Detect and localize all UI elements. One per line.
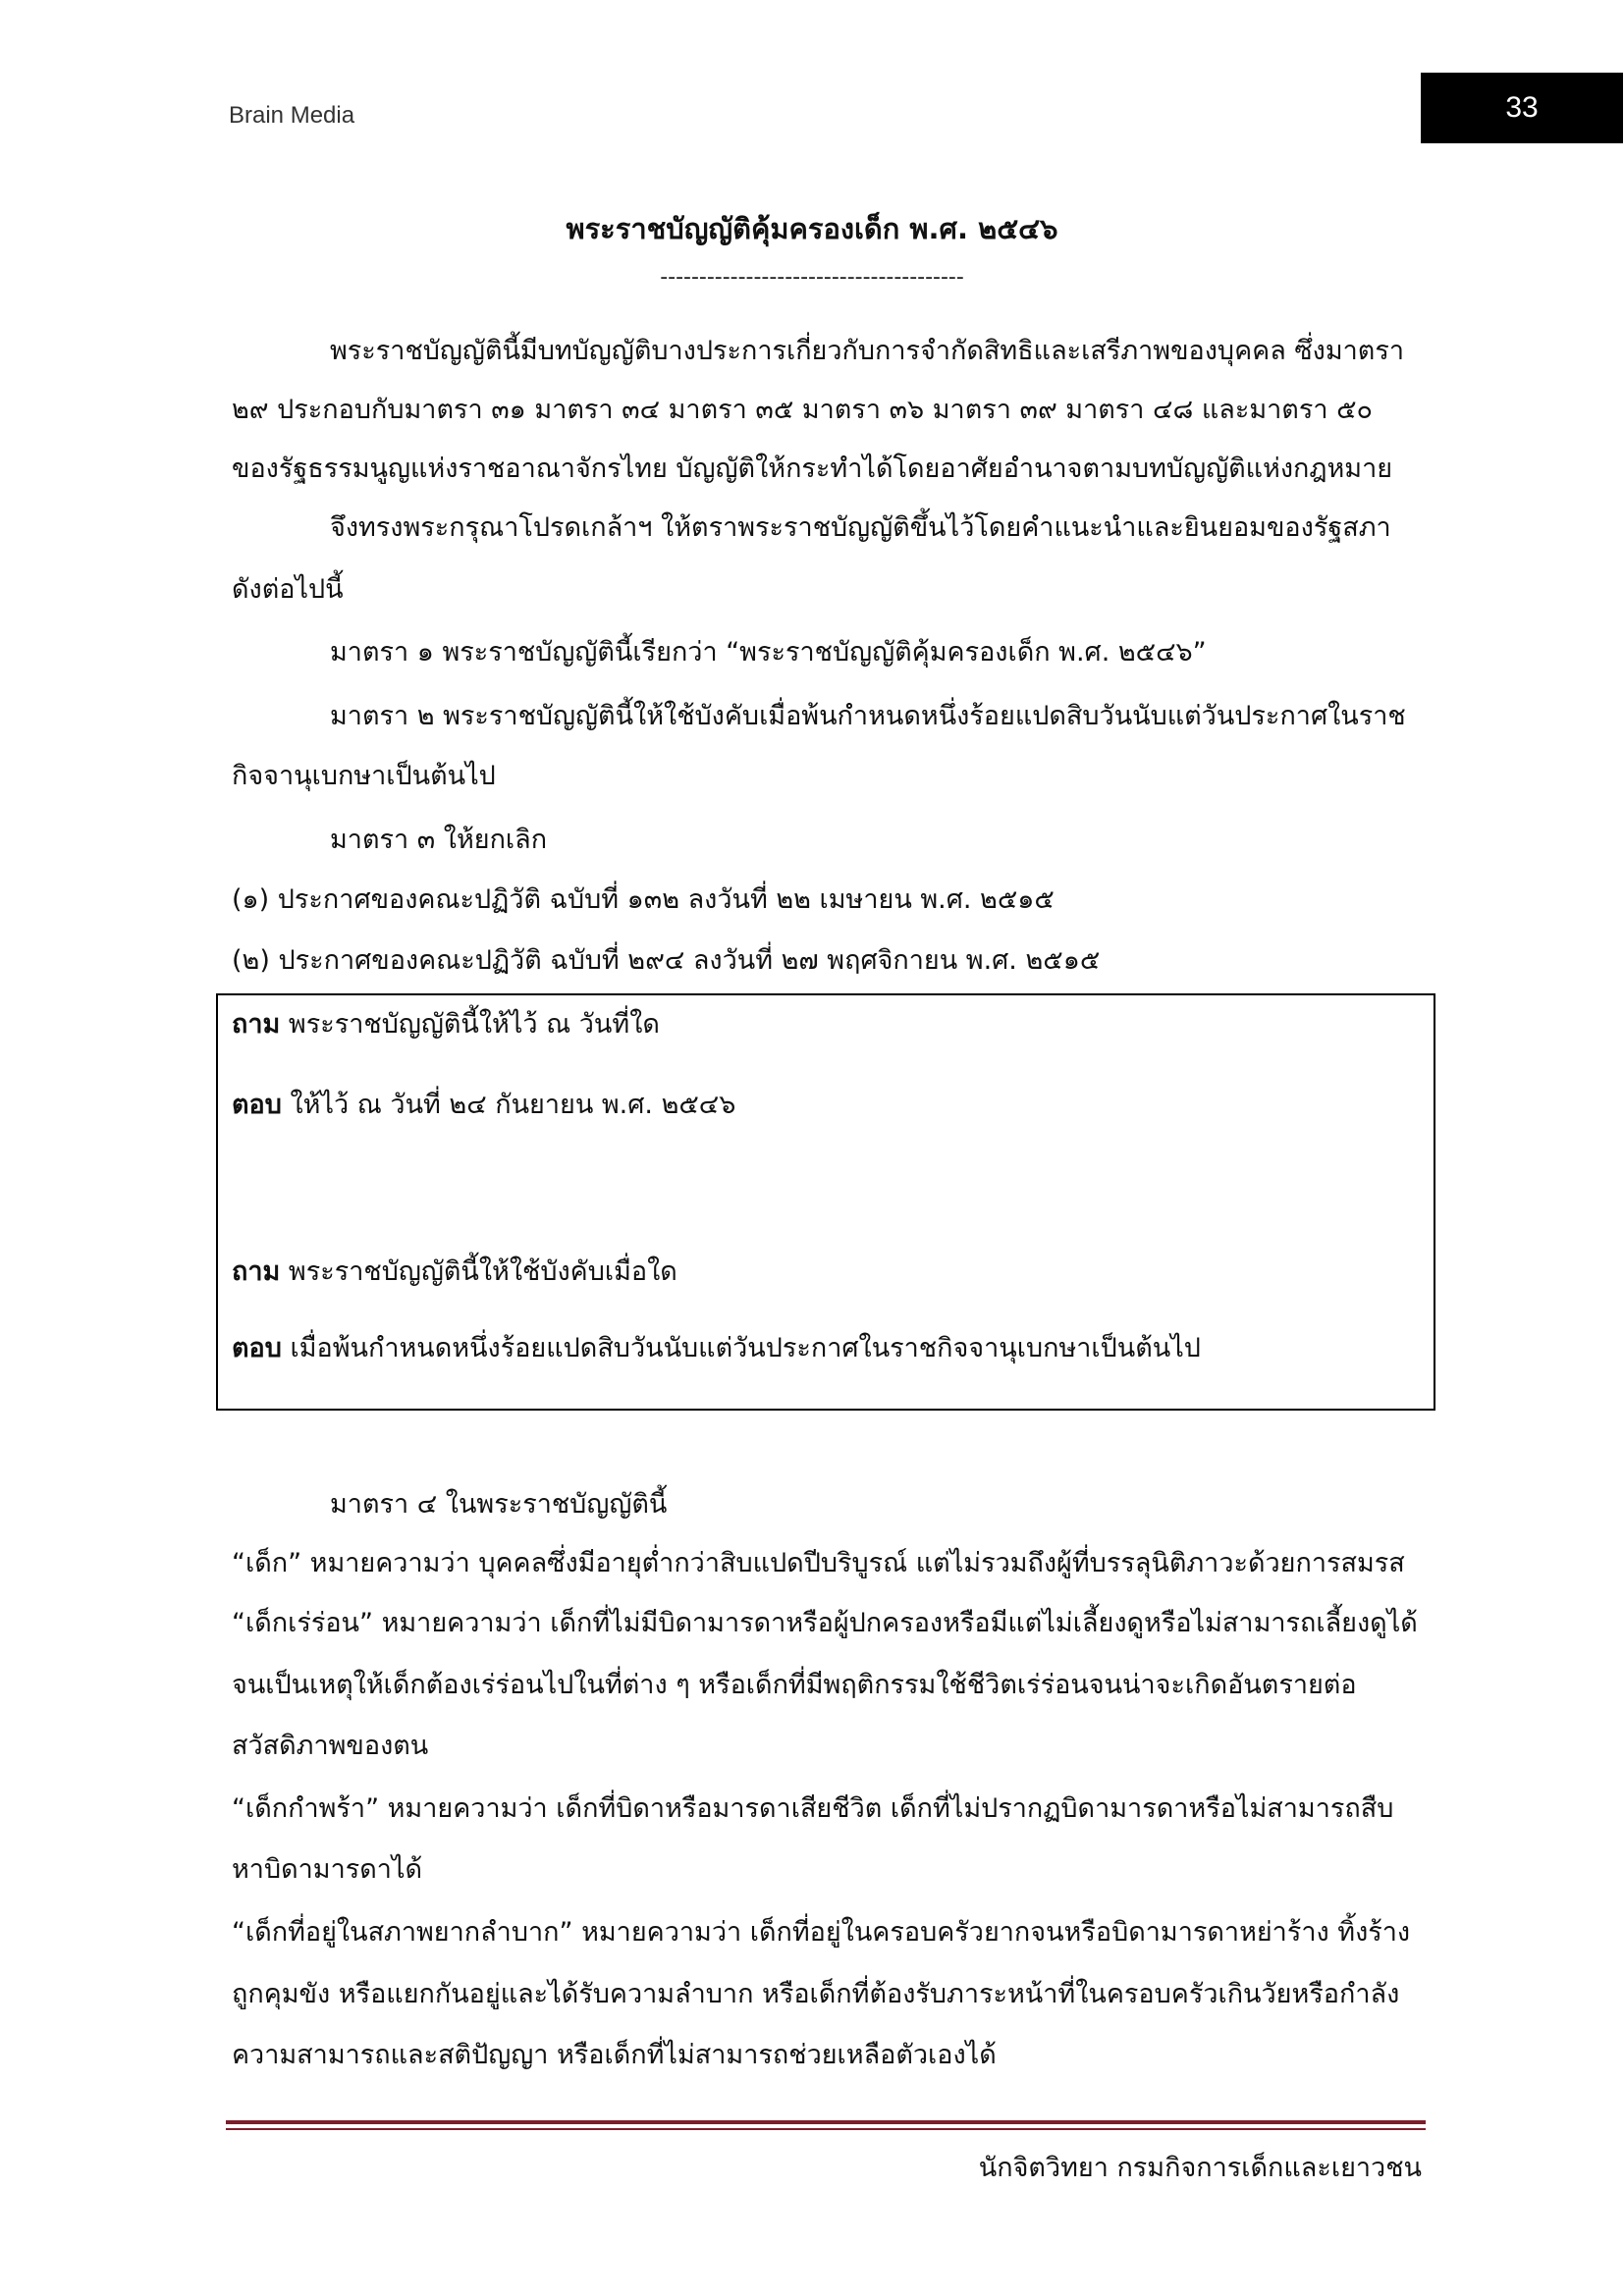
section-3-item-1: (๑) ประกาศของคณะปฏิวัติ ฉบับที่ ๑๓๒ ลงวันที่ ๒๒ เมษายน พ.ศ. ๒๕๑๕ (232, 884, 1055, 915)
document-title: พระราชบัญญัติคุ้มครองเด็ก พ.ศ. ๒๕๔๖ (566, 212, 1058, 245)
definition-line: ความสามารถและสติปัญญา หรือเด็กที่ไม่สามารถช่วยเหลือตัวเองได้ (232, 2040, 997, 2070)
section-3: มาตรา ๓ ให้ยกเลิก (330, 825, 548, 855)
definition-line: “เด็กเร่ร่อน” หมายความว่า เด็กที่ไม่มีบิดามารดาหรือผู้ปกครองหรือมีแต่ไม่เลี้ยงดูหรือไม่สามารถเลี้ยงดูได้ (232, 1608, 1418, 1638)
definition-line: ถูกคุมขัง หรือแยกกันอยู่และได้รับความลำบาก หรือเด็กที่ต้องรับภาระหน้าที่ในครอบครัวเกินวัยหรือกำลัง (232, 1979, 1400, 2009)
page-number: 33 (1505, 91, 1539, 124)
question-label: ถาม (232, 1256, 281, 1287)
header-brand: Brain Media (229, 102, 355, 129)
question-label: ถาม (232, 1009, 281, 1040)
preamble-line: ดังต่อไปนี้ (232, 574, 344, 605)
definition-line: จนเป็นเหตุให้เด็กต้องเร่ร่อนไปในที่ต่าง ๆ หรือเด็กที่มีพฤติกรรมใช้ชีวิตเร่ร่อนจนน่าจะเกิดอันตรายต่อ (232, 1670, 1357, 1700)
qa-question-2 (232, 1253, 677, 1292)
definition-line: สวัสดิภาพของตน (232, 1731, 429, 1761)
question-text: พระราชบัญญัตินี้ให้ใช้บังคับเมื่อใด (288, 1256, 677, 1287)
answer-label: ตอบ (232, 1333, 282, 1363)
preamble-line: พระราชบัญญัตินี้มีบทบัญญัติบางประการเกี่ยวกับการจำกัดสิทธิและเสรีภาพของบุคคล ซึ่งมาตรา (330, 336, 1404, 366)
qa-answer-1 (232, 1086, 735, 1125)
definition-line: หาบิดามารดาได้ (232, 1854, 423, 1885)
answer-text: เมื่อพ้นกำหนดหนึ่งร้อยแปดสิบวันนับแต่วันประกาศในราชกิจจานุเบกษาเป็นต้นไป (290, 1333, 1201, 1363)
section-1: มาตรา ๑ พระราชบัญญัตินี้เรียกว่า “พระราชบัญญัติคุ้มครองเด็ก พ.ศ. ๒๕๔๖” (330, 637, 1207, 667)
question-text: พระราชบัญญัตินี้ให้ไว้ ณ วันที่ใด (288, 1009, 660, 1040)
qa-answer-2 (232, 1329, 1201, 1368)
preamble-line: ของรัฐธรรมนูญแห่งราชอาณาจักรไทย บัญญัติให้กระทำได้โดยอาศัยอำนาจตามบทบัญญัติแห่งกฎหมาย (232, 454, 1393, 484)
section-2: มาตรา ๒ พระราชบัญญัตินี้ให้ใช้บังคับเมื่อพ้นกำหนดหนึ่งร้อยแปดสิบวันนับแต่วันประกาศในราช (330, 701, 1406, 731)
page-number-badge (1421, 73, 1623, 143)
answer-text: ให้ไว้ ณ วันที่ ๒๔ กันยายน พ.ศ. ๒๕๔๖ (290, 1090, 736, 1120)
definition-line: “เด็กที่อยู่ในสภาพยากลำบาก” หมายความว่า เด็กที่อยู่ในครอบครัวยากจนหรือบิดามารดาหย่าร้าง ทิ้งร้าง (232, 1917, 1411, 1948)
qa-box (216, 993, 1435, 1411)
section-2-cont: กิจจานุเบกษาเป็นต้นไป (232, 761, 496, 791)
definition-line: “เด็ก” หมายความว่า บุคคลซึ่งมีอายุต่ำกว่าสิบแปดปีบริบูรณ์ แต่ไม่รวมถึงผู้ที่บรรลุนิติภาวะด้วยการสมรส (232, 1548, 1405, 1578)
qa-question-1 (232, 1005, 660, 1044)
footer-text: นักจิตวิทยา กรมกิจการเด็กและเยาวชน (978, 2153, 1422, 2183)
answer-label: ตอบ (232, 1090, 282, 1120)
preamble-line: ๒๙ ประกอบกับมาตรา ๓๑ มาตรา ๓๔ มาตรา ๓๕ มาตรา ๓๖ มาตรา ๓๙ มาตรา ๔๘ และมาตรา ๕๐ (232, 395, 1373, 425)
preamble-line: จึงทรงพระกรุณาโปรดเกล้าฯ ให้ตราพระราชบัญญัติขึ้นไว้โดยคำแนะนำและยินยอมของรัฐสภา (330, 512, 1391, 543)
section-4: มาตรา ๔ ในพระราชบัญญัตินี้ (330, 1489, 668, 1520)
section-3-item-2: (๒) ประกาศของคณะปฏิวัติ ฉบับที่ ๒๙๔ ลงวันที่ ๒๗ พฤศจิกายน พ.ศ. ๒๕๑๕ (232, 945, 1101, 976)
title-divider: --------------------------------------- (660, 265, 964, 290)
footer-divider-thin (226, 2128, 1426, 2130)
definition-line: “เด็กกำพร้า” หมายความว่า เด็กที่บิดาหรือมารดาเสียชีวิต เด็กที่ไม่ปรากฏบิดามารดาหรือไม่สามารถสืบ (232, 1793, 1394, 1824)
footer-divider (226, 2120, 1426, 2124)
